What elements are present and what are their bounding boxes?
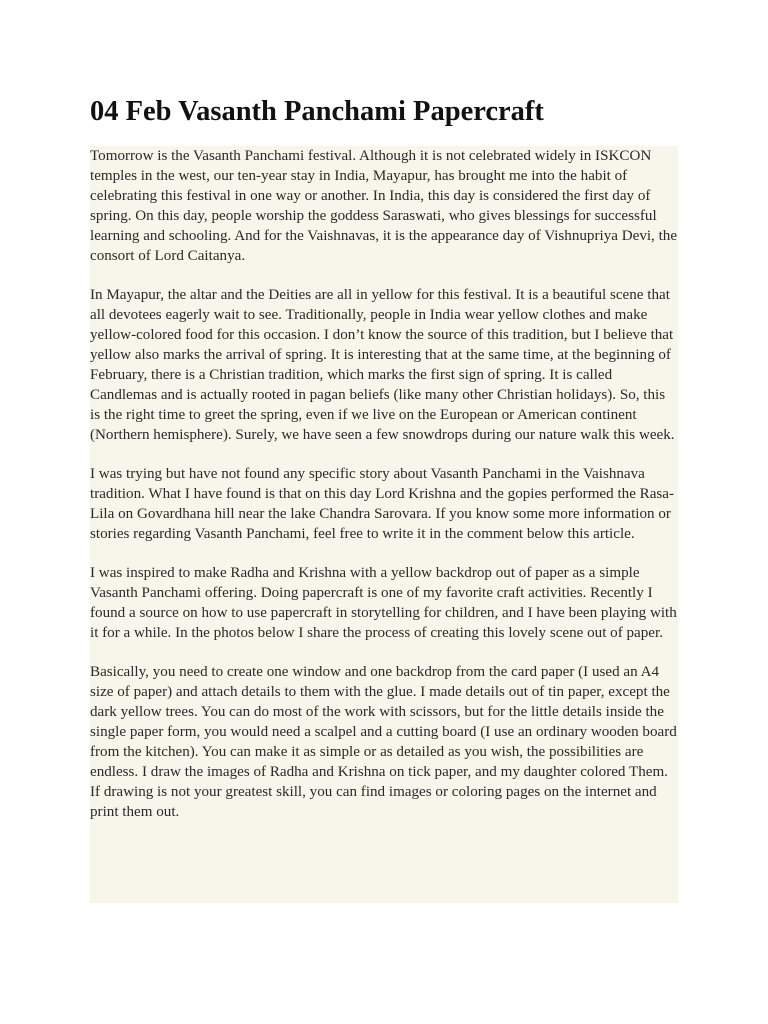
article-paragraph-5: Basically, you need to create one window and one backdrop from the card paper (I used an A4 size of paper) and attach details to them with the glue. I made details out of tin paper, except the dark yellow trees. You can do most of the work with scissors, but for the little details inside the single paper form, you would need a scalpel and a cutting board (I use an ordinary wooden board from the kitchen). You can make it as simple or as detailed as you wish, the possibilities are endless. I draw the images of Radha and Krishna on tick paper, and my daughter colored Them. If drawing is not your greatest skill, you can find images or coloring pages on the internet and print them out. (90, 664, 677, 820)
article-paragraph-3: I was trying but have not found any specific story about Vasanth Panchami in the Vaishnava tradition. What I have found is that on this day Lord Krishna and the gopies performed the Rasa-Lila on Govardhana hill near the lake Chandra Sarovara. If you know some more information or stories regarding Vasanth Panchami, feel free to write it in the comment below this article. (90, 466, 675, 542)
article-body (90, 146, 678, 903)
article-paragraph-1: Tomorrow is the Vasanth Panchami festival. Although it is not celebrated widely in ISKCON temples in the west, our ten-year stay in India, Mayapur, has brought me into the habit of celebrating this festival in one way or another. In India, this day is considered the first day of spring. On this day, people worship the goddess Saraswati, who gives blessings for successful learning and schooling. And for the Vaishnavas, it is the appearance day of Vishnupriya Devi, the consort of Lord Caitanya. (90, 148, 678, 264)
article-paragraph-2: In Mayapur, the altar and the Deities are all in yellow for this festival. It is a beautiful scene that all devotees eagerly wait to see. Traditionally, people in India wear yellow clothes and make yellow-colored food for this occasion. I don’t know the source of this tradition, but I believe that yellow also marks the arrival of spring. It is interesting that at the same time, at the beginning of February, there is a Christian tradition, which marks the first sign of spring. It is called Candlemas and is actually rooted in pagan beliefs (like many other Christian holidays). So, this is the right time to greet the spring, even if we live on the European or American continent (Northern hemisphere). Surely, we have seen a few snowdrops during our nature walk this week. (90, 287, 675, 443)
article-paragraph-4: I was inspired to make Radha and Krishna with a yellow backdrop out of paper as a simple Vasanth Panchami offering. Doing papercraft is one of my favorite craft activities. Recently I found a source on how to use papercraft in storytelling for children, and I have been playing with it for a while. In the photos below I share the process of creating this lovely scene out of paper. (90, 565, 677, 641)
page-title: 04 Feb Vasanth Panchami Papercraft (90, 96, 544, 127)
